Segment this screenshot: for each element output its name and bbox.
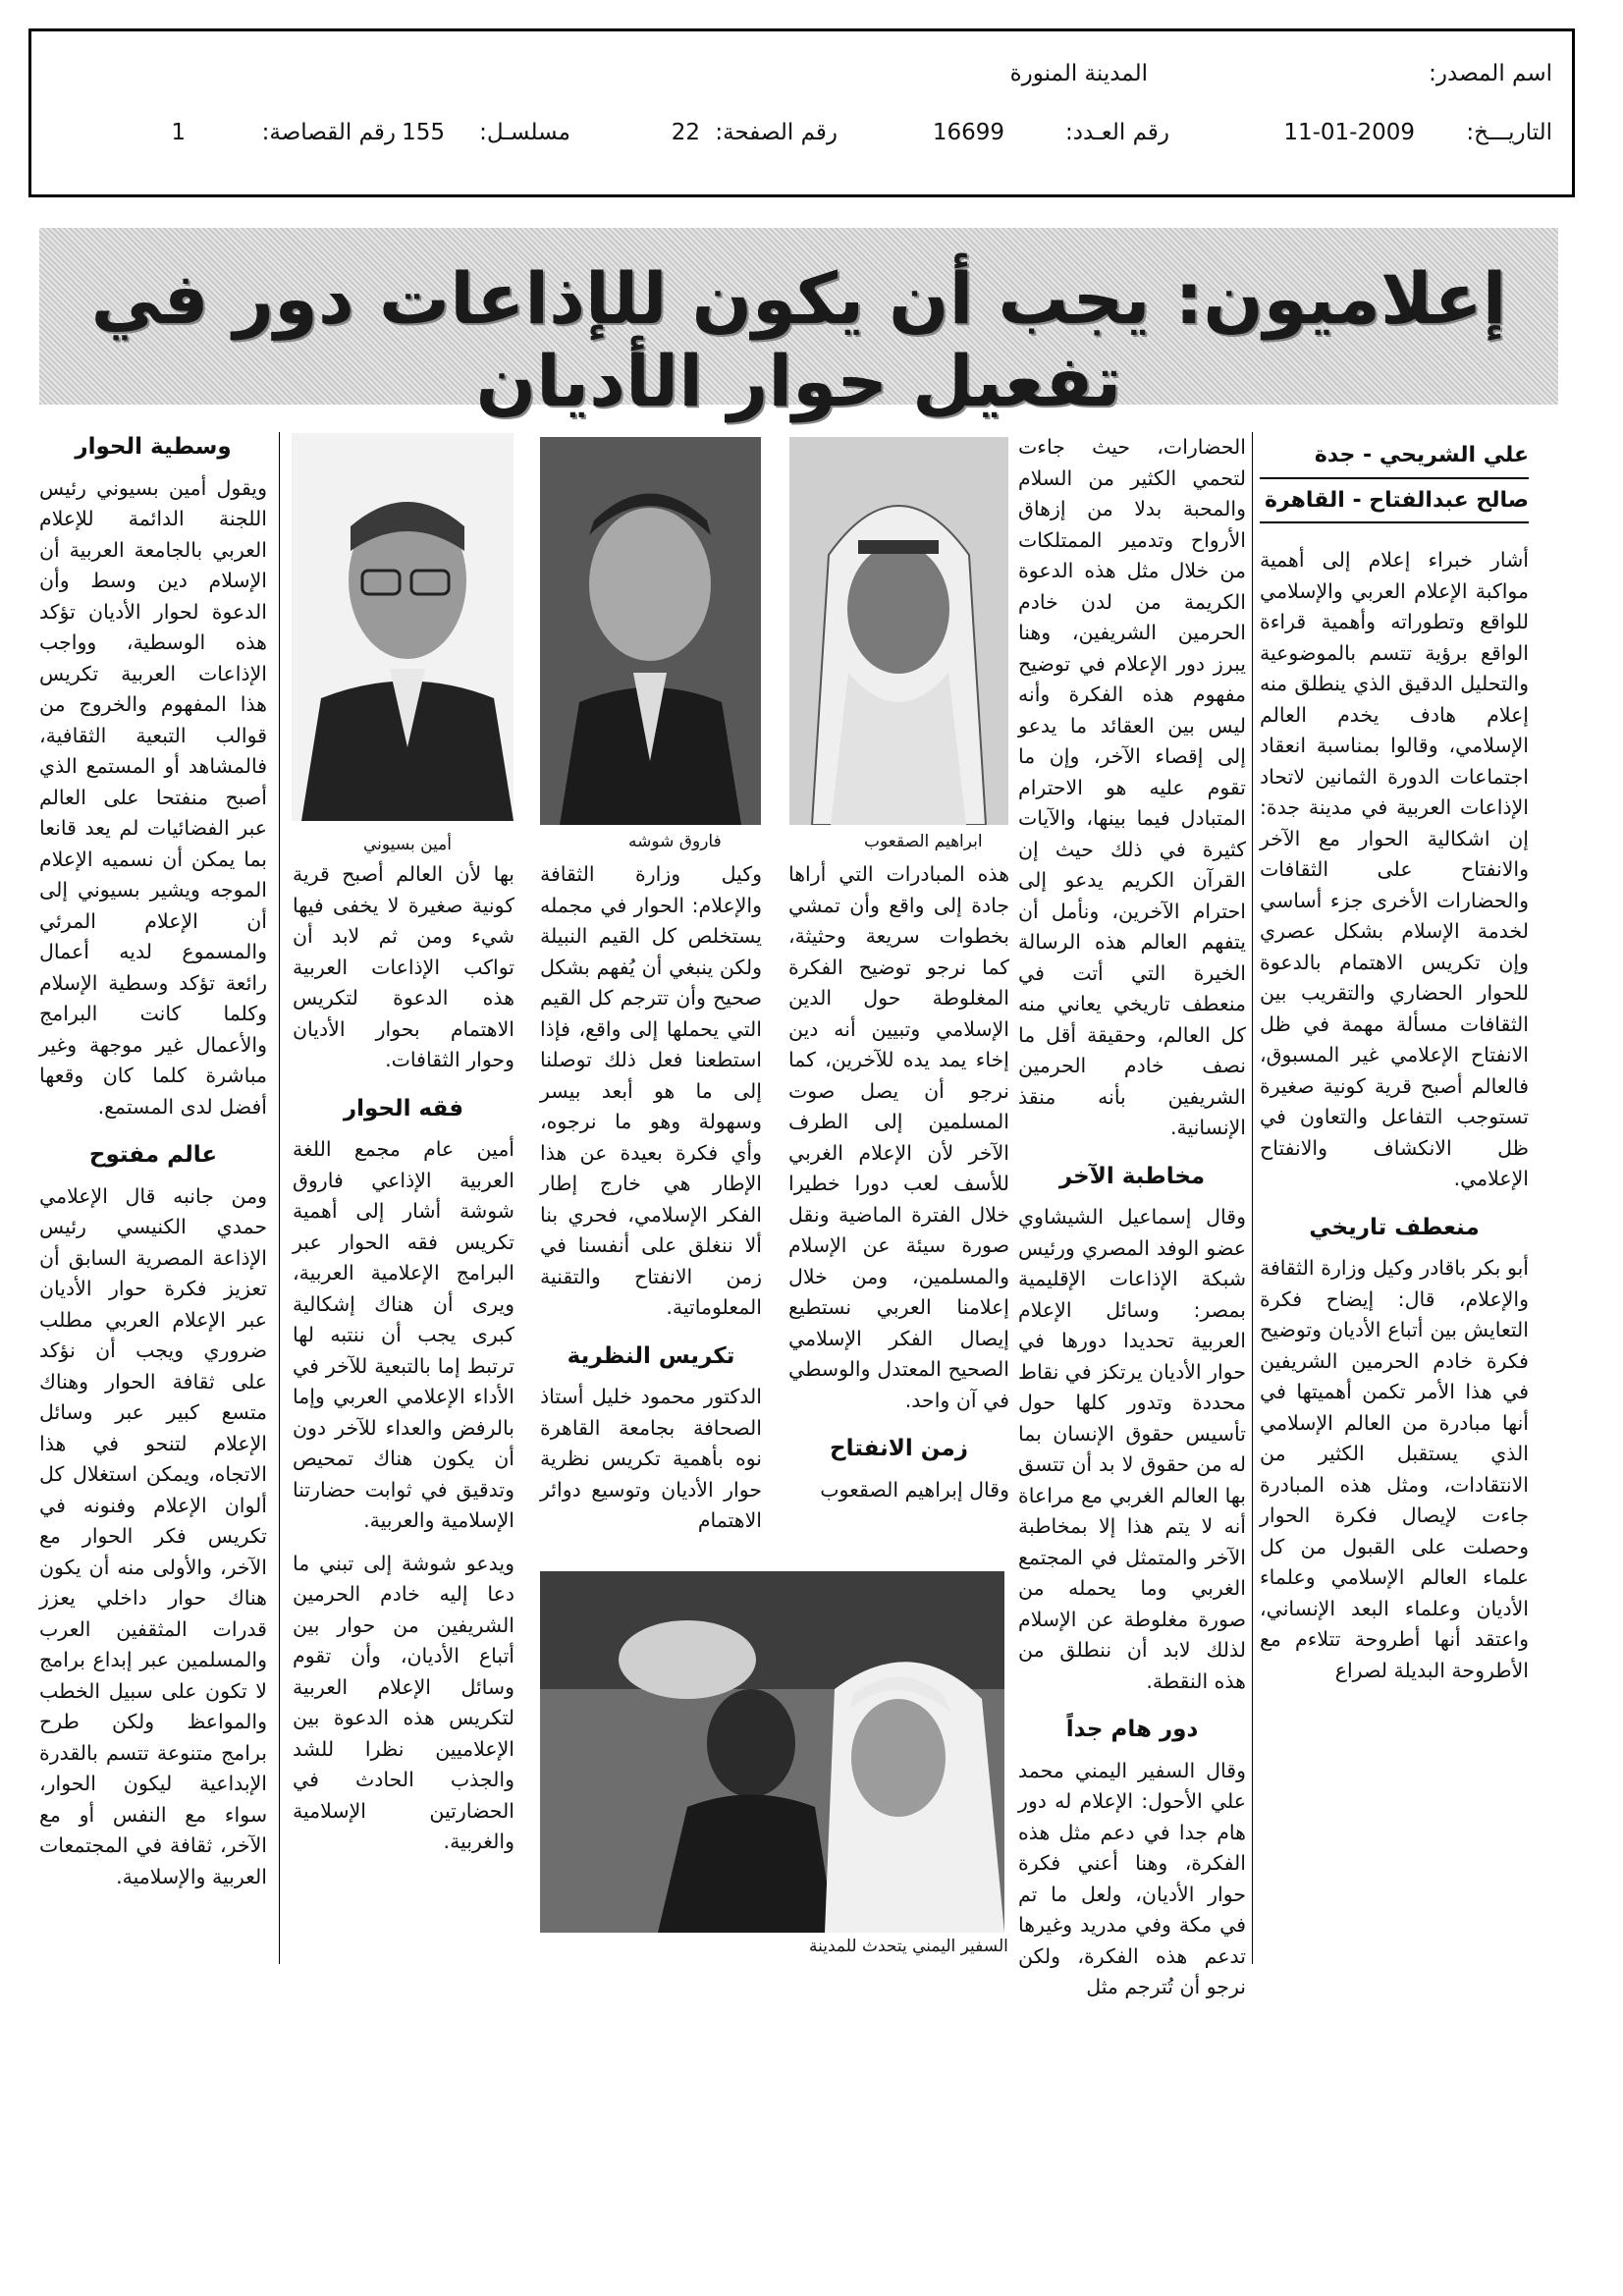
article-column-1	[1260, 440, 1529, 1686]
caption-farouk: فاروق شوشه	[628, 832, 722, 851]
article-column-3	[788, 859, 1009, 1505]
issue-label: رقم العـدد:	[1064, 120, 1169, 145]
paragraph: وكيل وزارة الثقافة والإعلام: الحوار في مجمله يستخلص كل القيم النبيلة ولكن ينبغي أن يُفهم بشكل صحيح وأن تترجم كل القيم التي يحملها إلى واقع، فإذا استطعنا فعل ذلك توصلنا إلى ما هو أبعد بيسر وسهولة وهو ما نرجوه، وأي فكرة بعيدة عن هذا الإطار هي خارج إطار الفكر الإسلامي، فحري بنا ألا ننغلق على أنفسنا في زمن الانفتاح والتقنية المعلوماتية.	[540, 862, 762, 1319]
caption-ibrahim: ابراهيم الصقعوب	[864, 832, 983, 851]
paragraph: ويدعو شوشة إلى تبني ما دعا إليه خادم الحرمين الشريفين من حوار بين أتباع الأديان، وأن تقوم وسائل الإعلام العربية لتكريس هذه الدعوة بين الإعلاميين نظرا للشد والجذب الحادث في الحضارتين الإسلامية والغربية.	[293, 1551, 514, 1853]
paragraph: ويقول أمين بسيوني رئيس اللجنة الدائمة للإعلام العربي بالجامعة العربية أن الإسلام دين وسط وأن الدعوة لحوار الأديان تؤكد هذه الوسطية، وواجب الإذاعات العربية تكريس هذا المفهوم والخروج من قوالب التبعية الثقافية، فالمشاهد أو المستمع الذي أصبح منفتحا على العالم عبر الفضائيات لم يعد قانعا بما يمكن أن نسميه الإعلام الموجه ويشير بسيوني إلى أن الإعلام المرئي والمسموع لديه أعمال رائعة تؤكد وسطية الإسلام وكلما كانت البرامج والأعمال غير موجهة وغير مباشرة كلما كان وقعها أفضل لدى المستمع.	[39, 475, 267, 1119]
column-divider	[1252, 432, 1253, 1964]
subheading-theory: تكريس النظرية	[567, 1342, 735, 1369]
article-column-2	[1018, 432, 1246, 2003]
paragraph: هذه المبادرات التي أراها جادة إلى واقع وأن تمشي بخطوات سريعة وحثيثة، كما نرجو توضيح الفكرة المغلوطة حول الدين الإسلامي وتبيين أنه دين إخاء يمد يده للآخرين، كما نرجو أن يصل صوت المسلمين إلى الطرف الآخر لأن الإعلام الغربي للأسف لعب دورا خطيرا خلال الفترة الماضية ونقل صورة سيئة عن الإسلام والمسلمين، ومن خلال إعلامنا العربي نستطيع إيصال الفكر الإسلامي الصحيح المعتدل والوسطي في آن واحد.	[788, 862, 1009, 1412]
subheading-addressing-other: مخاطبة الآخر	[1058, 1163, 1206, 1189]
paragraph: أبو بكر باقادر وكيل وزارة الثقافة والإعلام، قال: إيضاح فكرة التعايش بين أتباع الأديان وتوضيح فكرة خادم الحرمين الشريفين في هذا الأمر تكمن أهميتها في أنها مبادرة من العالم الإسلامي الذي يستقبل الكثير من الانتقادات، ومثل هذه المبادرة جاءت لإيصال فكرة الحوار وحصلت على القبول من كل علماء العالم الإسلامي وعلماء الأديان وعلماء البعد الإنساني، واعتقد أنها أطروحة تتلاءم مع الأطروحة البديلة لصراع	[1260, 1256, 1529, 1682]
article-column-6	[39, 432, 267, 1892]
byline-jeddah: علي الشريحي - جدة	[1314, 443, 1529, 467]
clip-value: 1	[171, 120, 186, 145]
column-divider	[279, 432, 280, 1964]
portrait-man-glasses-icon	[292, 433, 514, 821]
clip-label: رقم القصاصة:	[261, 120, 396, 145]
paragraph: وقال السفير اليمني محمد علي الأحول: الإعلام له دور هام جدا في دعم مثل هذه الفكرة، وهنا أعني فكرة حوار الأديان، ولعل ما تم في مكة وفي مدريد وغيرها تدعم هذه الفكرة، ولكن نرجو أن تُترجم مثل	[1018, 1758, 1246, 1998]
photo-farouk-shousha	[540, 437, 761, 825]
portrait-man-icon	[540, 437, 761, 825]
paragraph: بها لأن العالم أصبح قرية كونية صغيرة لا يخفى فيها شيء ومن ثم لابد أن تواكب الإذاعات العربية هذه الدعوة لتكريس الاهتمام بحوار الأديان وحوار الثقافات.	[293, 862, 514, 1071]
paragraph: الحضارات، حيث جاءت لتحمي الكثير من السلام والمحبة بدلا من إزهاق الأرواح وتدمير الممتلكات من خلال مثل هذه الدعوة الكريمة من لدن خادم الحرمين الشريفين، وهنا يبرز دور الإعلام في توضيح مفهوم هذه الفكرة وأنه ليس بين العقائد ما يدعو إلى إقصاء الآخر، وإن ما تقوم عليه هو الاحترام المتبادل فيما بينها، والآيات كثيرة في ذلك حيث إن القرآن الكريم يدعو إلى احترام الآخرين، ونأمل أن يتفهم العالم هذه الرسالة الخيرة التي أتت في منعطف تاريخي يعاني منه كل العالم، وحقيقة أقل ما نصف خادم الحرمين الشريفين بأنه منقذ الإنسانية.	[1018, 435, 1246, 1139]
clipping-header-box	[28, 28, 1575, 197]
source-label: اسم المصدر:	[1429, 61, 1552, 86]
paragraph: أمين عام مجمع اللغة العربية الإذاعي فاروق شوشة أشار إلى أهمية تكريس فقه الحوار عبر البرامج الإعلامية العربية، ويرى أن هناك إشكالية كبرى يجب أن ننتبه لها ترتبط إما بالتبعية للآخر في الأداء الإعلامي العربي وإما بالرفض والعداء للآخر دون أن يكون هناك تمحيص وتدقيق في ثوابت حضارتنا الإسلامية والعربية.	[293, 1137, 514, 1532]
portrait-man-ghutra-icon	[789, 437, 1008, 825]
photo-yemeni-ambassador	[540, 1571, 1004, 1933]
subheading-jurisprudence-of-dialogue: فقه الحوار	[343, 1095, 464, 1121]
caption-amin: أمين بسيوني	[363, 835, 453, 854]
byline-divider	[1260, 477, 1529, 479]
subheading-open-world: عالم مفتوح	[88, 1142, 218, 1168]
photo-amin-basiouni	[292, 433, 514, 821]
headline: إعلاميون: يجب أن يكون للإذاعات دور في تفعيل حوار الأديان	[90, 257, 1507, 422]
article-column-5	[293, 859, 514, 1858]
paragraph: أشار خبراء إعلام إلى أهمية مواكبة الإعلام العربي والإسلامي للواقع وتطوراته وأهمية قراءة الواقع برؤية تتسم بالموضوعية والتحليل الدقيق الذي ينطلق منه إعلام هادف يخدم العالم الإسلامي، وقالوا بمناسبة انعقاد اجتماعات الدورة الثمانين لاتحاد الإذاعات العربية في مدينة جدة: إن اشكالية الحوار مع الآخر والانفتاح على الثقافات والحضارات الأخرى جزء أساسي لخدمة الإسلام بشكل عصري وإن تكريس الاهتمام بالدعوة للحوار الحضاري والتقريب بين الثقافات مسألة مهمة في ظل الانفتاح الإعلامي غير المسبوق، فالعالم أصبح قرية كونية صغيرة تستوجب التفاعل والتعاون في ظل الانكشاف والانفتاح الإعلامي.	[1260, 548, 1529, 1190]
subheading-historic-turn: منعطف تاريخي	[1309, 1214, 1480, 1240]
date-value: 11-01-2009	[1283, 120, 1415, 145]
page-value: 22	[671, 120, 700, 145]
subheading-important-role: دور هام جداً	[1065, 1717, 1199, 1742]
subheading-era-of-openness: زمن الانفتاح	[830, 1436, 968, 1461]
caption-ambassador: السفير اليمني يتحدث للمدينة	[809, 1937, 1008, 1956]
serial-value: 155	[402, 120, 445, 145]
page-label: رقم الصفحة:	[715, 120, 838, 145]
byline-divider	[1260, 521, 1529, 523]
date-label: التاريـــخ:	[1466, 120, 1552, 145]
paragraph: وقال إبراهيم الصقعوب	[820, 1477, 1009, 1502]
article-column-4	[540, 859, 762, 1537]
paragraph: الدكتور محمود خليل أستاذ الصحافة بجامعة القاهرة نوه بأهمية تكريس نظرية حوار الأديان وتوسيع دوائر الاهتمام	[540, 1385, 762, 1532]
source-value: المدينة المنورة	[1009, 61, 1148, 86]
photo-ibrahim-alsaqoub	[789, 437, 1008, 825]
headline-banner	[39, 228, 1558, 422]
subheading-moderation: وسطية الحوار	[75, 434, 232, 460]
byline-cairo: صالح عبدالفتاح - القاهرة	[1264, 487, 1529, 513]
group-photo-icon	[540, 1571, 1004, 1933]
paragraph: ومن جانبه قال الإعلامي حمدي الكنيسي رئيس الإذاعة المصرية السابق أن تعزيز فكرة حوار الأديان عبر الإعلام العربي مطلب ضروري ويجب أن نؤكد على ثقافة الحوار وهناك متسع كبير عبر وسائل الإعلام لتنحو في هذا الاتجاه، ويمكن استغلال كل ألوان الإعلام وفنونه في تكريس فكر الحوار مع الآخر، والأولى منه أن يكون هناك حوار داخلي يعزز قدرات المثقفين العرب والمسلمين عبر إبداع برامج لا تكون على سبيل الخطب والمواعظ ولكن طرح برامج متنوعة تتسم بالقدرة الإبداعية ليكون الحوار، سواء مع النفس أو مع الآخر، ثقافة في المجتمعات العربية والإسلامية.	[39, 1183, 267, 1888]
serial-label: مسلسـل:	[479, 120, 570, 145]
issue-value: 16699	[932, 120, 1004, 145]
paragraph: وقال إسماعيل الشيشاوي عضو الوفد المصري ورئيس شبكة الإذاعات الإقليمية بمصر: وسائل الإعلام العربية تحديدا دورها في حوار الأديان يرتكز في نقاط محددة وتدور كلها حول تأسيس حقوق الإنسان بما له من حقوق لا بد أن تتسق بها العالم الغربي مع مراعاة أنه لا يتم هذا إلا بمخاطبة الآخر والمتمثل في المجتمع الغربي وما يحمله من صورة مغلوطة عن الإسلام لذلك لابد أن ننطلق من هذه النقطة.	[1018, 1205, 1246, 1693]
